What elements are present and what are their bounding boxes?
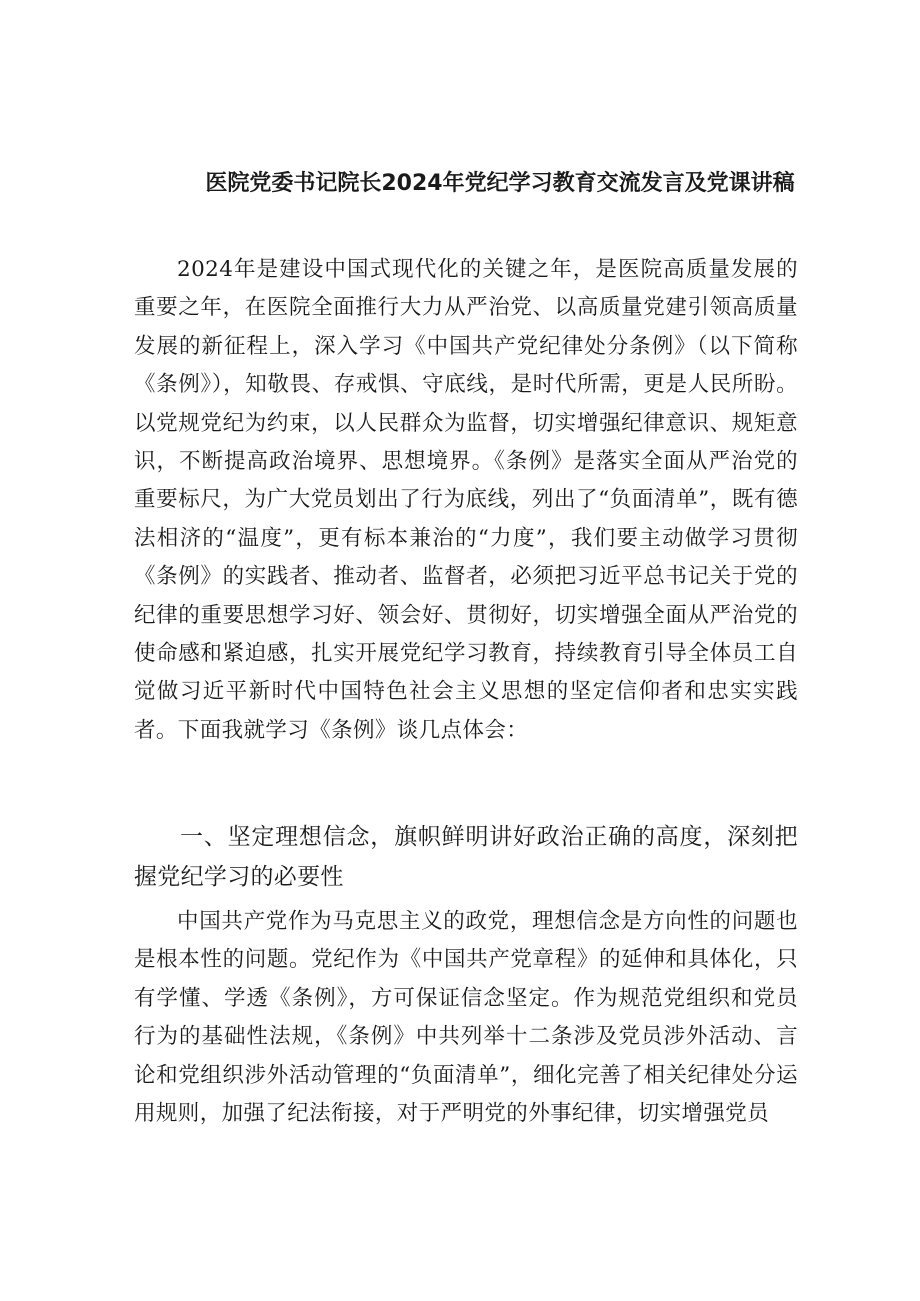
document-title: 医院党委书记院长2024年党纪学习教育交流发言及党课讲稿 <box>205 171 795 196</box>
section-1-paragraph: 中国共产党作为马克思主义的政党，理想信念是方向性的问题也是根本性的问题。党纪作为《中国共产党章程》的延伸和具体化，只有学懂、学透《条例》，方可保证信念坚定。作为规范党组织和党员行为的基础性法规，《条例》中共列举十二条涉及党员涉外活动、言论和党组织涉外活动管理的“负面清单”，细化完善了相关纪律处分运用规则，加强了纪法衔接，对于严明党的外事纪律，切实增强党员 <box>134 909 798 1127</box>
intro-paragraph: 2024年是建设中国式现代化的关键之年，是医院高质量发展的重要之年，在医院全面推行大力从严治党、以高质量党建引领高质量发展的新征程上，深入学习《中国共产党纪律处分条例》（以下简称《条例》），知敬畏、存戒惧、守底线，是时代所需，更是人民所盼。以党规党纪为约束，以人民群众为监督，切实增强纪律意识、规矩意识，不断提高政治境界、思想境界。《条例》是落实全面从严治党的重要标尺，为广大党员划出了行为底线，列出了“负面清单”，既有德法相济的“温度”，更有标本兼治的“力度”，我们要主动做学习贯彻《条例》的实践者、推动者、监督者，必须把习近平总书记关于党的纪律的重要思想学习好、领会好、贯彻好，切实增强全面从严治党的使命感和紧迫感，扎实开展党纪学习教育，持续教育引导全体员工自觉做习近平新时代中国特色社会主义思想的坚定信仰者和忠实实践者。下面我就学习《条例》谈几点体会： <box>134 257 798 743</box>
section-1-heading: 一、坚定理想信念，旗帜鲜明讲好政治正确的高度，深刻把握党纪学习的必要性 <box>134 824 798 890</box>
